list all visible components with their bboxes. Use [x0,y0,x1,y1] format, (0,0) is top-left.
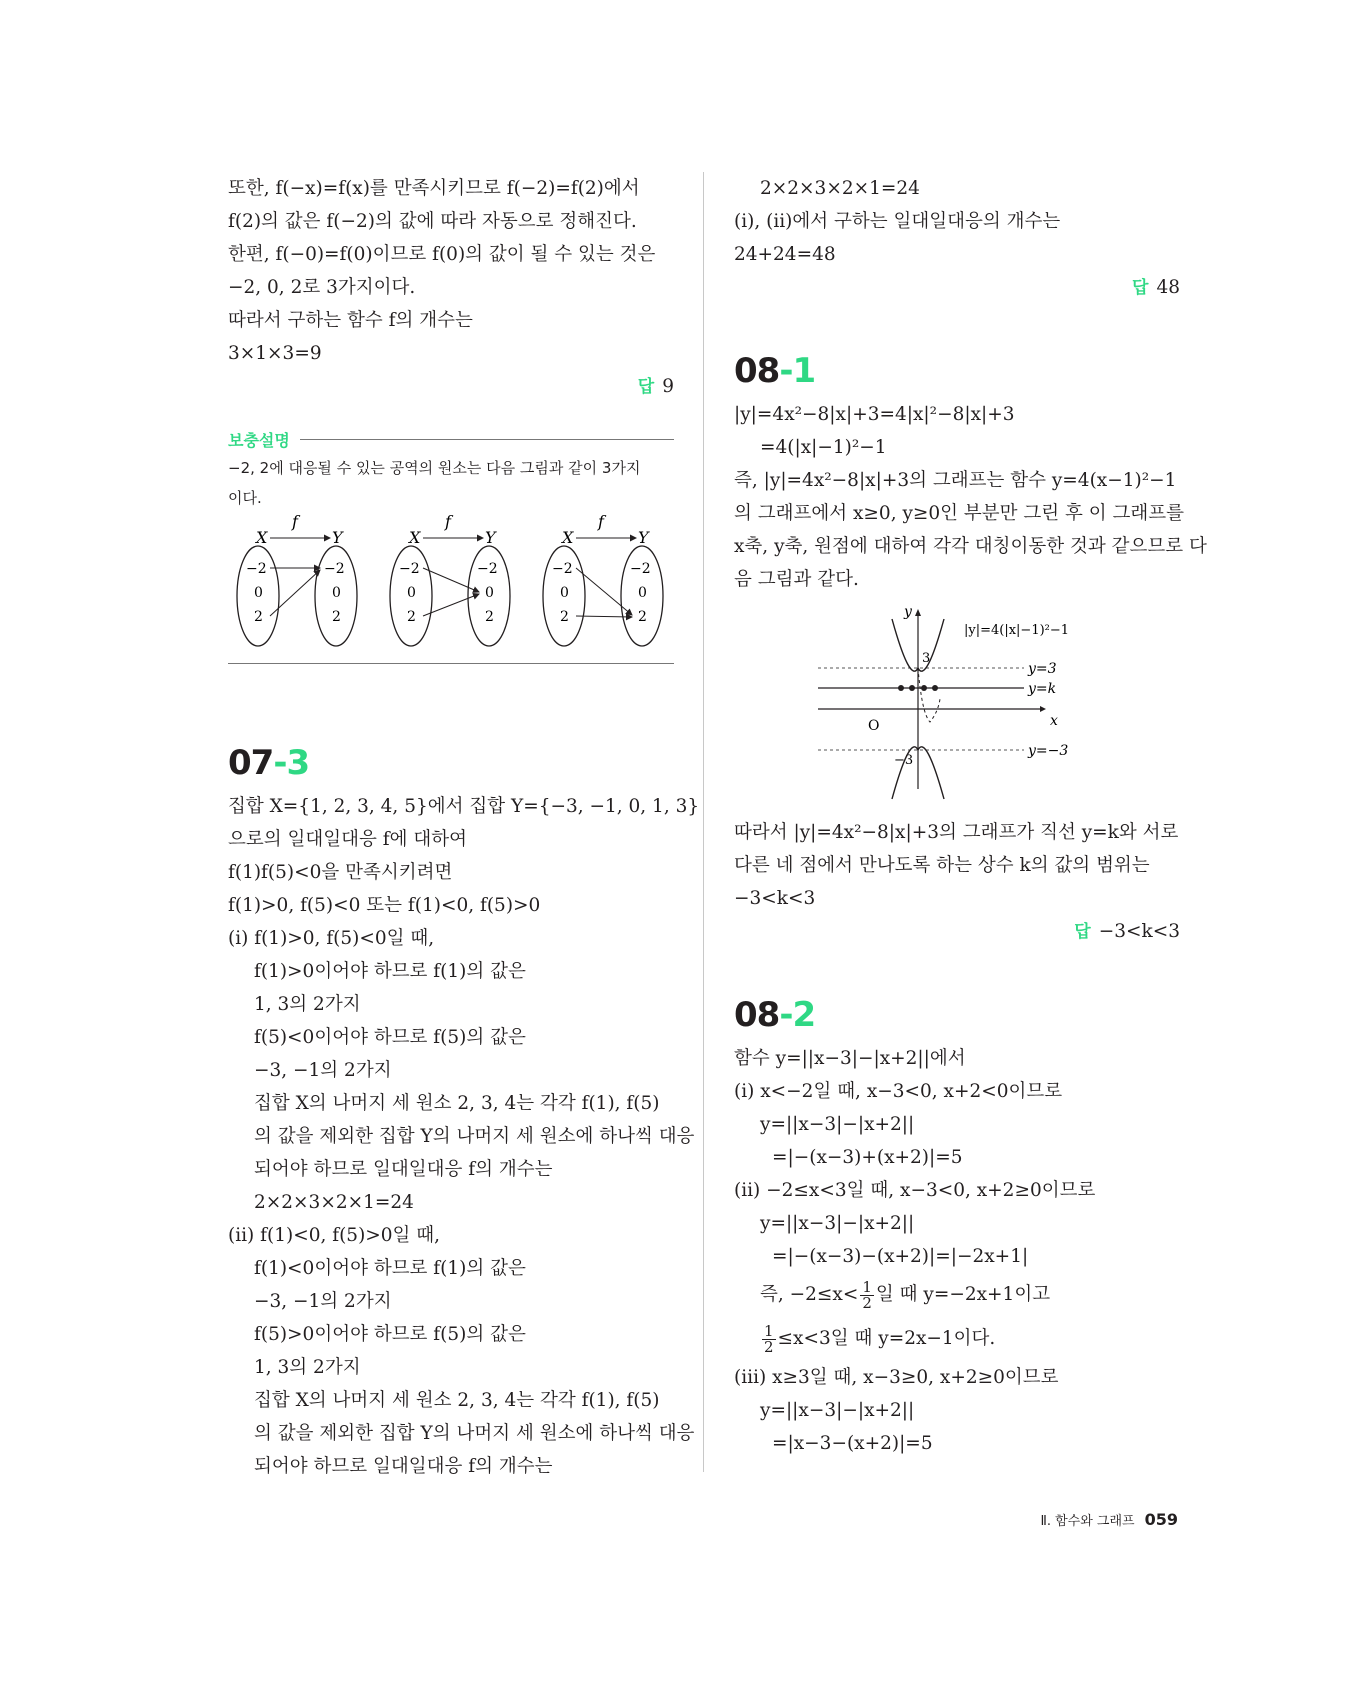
text-line: =|x−3−(x+2)|=5 [772,1433,933,1454]
text-line: 음 그림과 같다. [734,569,859,590]
intersection-point [921,685,927,691]
text-line: 2×2×3×2×1=24 [254,1192,414,1213]
intersection-point [898,685,904,691]
answer-line [734,271,1180,304]
x-axis-arrow [1040,706,1046,712]
text-line: 의 값을 제외한 집합 Y의 나머지 세 원소에 하나씩 대응 [254,1423,695,1444]
text-line: 2×2×3×2×1=24 [760,178,920,199]
mapping-diagram-2 [390,513,510,646]
intersection-point [909,685,915,691]
text-line: 집합 X의 나머지 세 원소 2, 3, 4는 각각 f(1), f(5) [254,1093,660,1114]
case-heading: (ⅱ) f(1)<0, f(5)>0일 때, [228,1225,441,1246]
section-number: 1 [792,351,816,391]
section-number: 2 [792,995,816,1035]
section-heading-07-3 [228,736,674,790]
answer-tag: 답 [1074,922,1091,942]
text-line: y=||x−3|−|x+2|| [760,1400,915,1421]
element: 2 [485,609,494,625]
left-column [228,172,700,1483]
text-line: 집합 X의 나머지 세 원소 2, 3, 4는 각각 f(1), f(5) [254,1390,660,1411]
page-footer [1040,1510,1178,1529]
text-line: 24+24=48 [734,244,836,265]
fraction-one-half [762,1321,776,1356]
answer-tag: 답 [1132,278,1149,298]
intersection-point [932,685,938,691]
text-line: =|−(x−3)−(x+2)|=|−2x+1| [772,1246,1029,1267]
element: 0 [560,585,569,601]
origin-label: O [868,718,880,734]
element: 0 [485,585,494,601]
element: −2 [324,561,345,577]
curve-dashed [918,668,940,722]
element: 2 [407,609,416,625]
text-line: =4(|x|−1)²−1 [760,437,887,458]
text-line: =|−(x−3)+(x+2)|=5 [772,1147,963,1168]
text-line: 함수 y=||x−3|−|x+2||에서 [734,1048,966,1069]
element: 0 [407,585,416,601]
case-heading: (ⅰ) f(1)>0, f(5)<0일 때, [228,928,435,949]
set-x-label: X [409,528,421,547]
supplement-title: 보충설명 [228,430,290,450]
text-line: 의 그래프에서 x≥0, y≥0인 부분만 그린 후 이 그래프를 [734,503,1185,524]
text-line: 되어야 하므로 일대일대응 f의 개수는 [254,1456,553,1477]
text-line: f(5)>0이어야 하므로 f(5)의 값은 [254,1324,526,1345]
x-axis-label: x [1050,713,1058,729]
element: −2 [399,561,420,577]
element: 0 [638,585,647,601]
answer-line [228,370,674,403]
set-x-label: X [562,528,574,547]
text-line: f(1)>0이어야 하므로 f(1)의 값은 [254,961,526,982]
text-line: 3×1×3=9 [228,343,322,364]
y-axis-label: y [904,604,912,620]
answer-line [734,915,1180,948]
function-label: f [292,513,298,531]
answer-value: 48 [1156,277,1180,298]
curve-label: |y|=4(|x|−1)²−1 [964,623,1070,638]
mapping-diagrams [228,513,674,648]
label-y-k: y=k [1028,681,1057,697]
element: 2 [254,609,263,625]
section-heading-08-1 [734,344,1180,398]
supplement-text: 이다. [228,489,262,507]
text-line: 1, 3의 2가지 [254,994,361,1015]
supplement-header [228,425,674,453]
y-axis-arrow [915,609,921,616]
text-line: 의 값을 제외한 집합 Y의 나머지 세 원소에 하나씩 대응 [254,1126,695,1147]
text-line: |y|=4x²−8|x|+3=4|x|²−8|x|+3 [734,404,1015,425]
fraction-numerator: 1 [862,1277,872,1296]
element: 0 [254,585,263,601]
tick-minus-3: −3 [894,753,914,768]
fraction-numerator: 1 [764,1321,774,1340]
page-number: 059 [1144,1510,1178,1529]
answer-value: 9 [662,376,674,397]
column-divider [703,172,704,1472]
text-line: y=||x−3|−|x+2|| [760,1213,915,1234]
text-fragment: 일 때 y=−2x+1이고 [875,1284,1051,1305]
label-y-3: y=3 [1028,661,1057,677]
text-line: 으로의 일대일대응 f에 대하여 [228,829,467,850]
text-line-fraction [734,1317,1180,1361]
text-line: 따라서 |y|=4x²−8|x|+3의 그래프가 직선 y=k와 서로 [734,822,1179,843]
element: −2 [552,561,573,577]
section-prefix: 08 [734,995,780,1035]
text-line: −3, −1의 2가지 [254,1291,392,1312]
element: 2 [560,609,569,625]
text-line: 되어야 하므로 일대일대응 f의 개수는 [254,1159,553,1180]
element: −2 [477,561,498,577]
element: −2 [630,561,651,577]
fraction-denominator: 2 [862,1293,872,1312]
set-x-label: X [256,528,268,547]
fraction-one-half [860,1277,874,1312]
text-line: f(1)>0, f(5)<0 또는 f(1)<0, f(5)>0 [228,895,541,916]
set-y-label: Y [332,528,343,547]
text-line: 따라서 구하는 함수 f의 개수는 [228,310,473,331]
text-line: f(1)<0이어야 하므로 f(1)의 값은 [254,1258,526,1279]
text-line: 또한, f(−x)=f(x)를 만족시키므로 f(−2)=f(2)에서 [228,178,640,199]
text-fragment: ≤x<3일 때 y=2x−1이다. [777,1328,996,1349]
chapter-title: Ⅱ. 함수와 그래프 [1040,1514,1135,1529]
element: −2 [246,561,267,577]
graph-abs-y [734,604,1180,804]
section-prefix: 07 [228,743,274,783]
text-line: 1, 3의 2가지 [254,1357,361,1378]
case-heading: (ⅰ) x<−2일 때, x−3<0, x+2<0이므로 [734,1081,1063,1102]
section-dash: - [779,995,793,1035]
function-label: f [445,513,451,531]
set-y-label: Y [485,528,496,547]
text-line: 다른 네 점에서 만나도록 하는 상수 k의 값의 범위는 [734,855,1150,876]
section-dash: - [779,351,793,391]
text-line-fraction [734,1273,1180,1317]
text-line: y=||x−3|−|x+2|| [760,1114,915,1135]
text-line: 즉, |y|=4x²−8|x|+3의 그래프는 함수 y=4(x−1)²−1 [734,470,1177,491]
text-line: f(5)<0이어야 하므로 f(5)의 값은 [254,1027,526,1048]
right-column [734,172,1207,1460]
label-y-minus-3: y=−3 [1028,743,1069,759]
text-line: −3<k<3 [734,888,816,909]
answer-value: −3<k<3 [1098,921,1180,942]
mapping-diagram-1 [237,513,357,646]
fraction-denominator: 2 [764,1337,774,1356]
supplement-rule [300,439,674,440]
section-number: 3 [286,743,310,783]
supplement-text: −2, 2에 대응될 수 있는 공역의 원소는 다음 그림과 같이 3가지 [228,459,641,477]
section-prefix: 08 [734,351,780,391]
text-line: f(2)의 값은 f(−2)의 값에 따라 자동으로 정해진다. [228,211,637,232]
element: 2 [638,609,647,625]
answer-tag: 답 [637,377,655,397]
element: 0 [332,585,341,601]
section-dash: - [273,743,287,783]
element: 2 [332,609,341,625]
section-heading-08-2 [734,988,1180,1042]
tick-3: 3 [922,651,931,666]
case-heading: (ⅱ) −2≤x<3일 때, x−3<0, x+2≥0이므로 [734,1180,1096,1201]
text-line: f(1)f(5)<0을 만족시키려면 [228,862,453,883]
function-label: f [598,513,604,531]
text-line: 집합 X={1, 2, 3, 4, 5}에서 집합 Y={−3, −1, 0, 1, 3} [228,796,700,817]
text-line: −3, −1의 2가지 [254,1060,392,1081]
case-heading: (ⅲ) x≥3일 때, x−3≥0, x+2≥0이므로 [734,1367,1059,1388]
text-line: x축, y축, 원점에 대하여 각각 대칭이동한 것과 같으므로 다 [734,536,1207,557]
text-fragment: 즉, −2≤x< [760,1284,859,1305]
text-line: 한편, f(−0)=f(0)이므로 f(0)의 값이 될 수 있는 것은 [228,244,656,265]
mapping-diagram-3 [543,513,663,646]
text-line: (ⅰ), (ⅱ)에서 구하는 일대일대응의 개수는 [734,211,1061,232]
text-line: −2, 0, 2로 3가지이다. [228,277,416,298]
set-y-label: Y [638,528,649,547]
